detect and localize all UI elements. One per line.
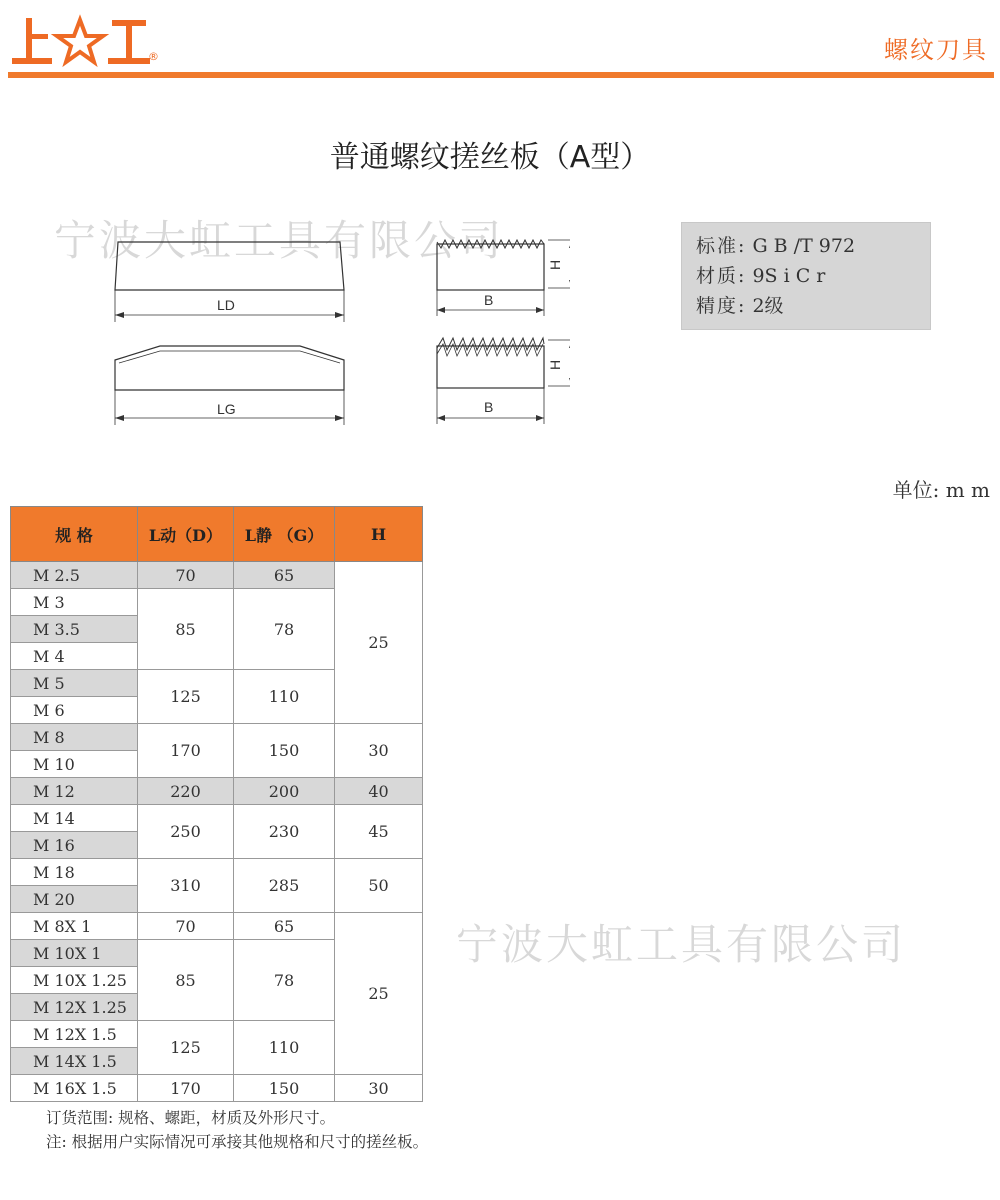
h-cell: 30 — [335, 1075, 423, 1102]
h-cell: 25 — [335, 913, 423, 1075]
ld-cell: 220 — [138, 778, 234, 805]
size-cell: M 5 — [11, 670, 138, 697]
col-header-size: 规 格 — [11, 507, 138, 562]
ld-cell: 70 — [138, 562, 234, 589]
technical-drawing — [100, 220, 570, 440]
lg-cell: 150 — [234, 724, 335, 778]
b-label-top: B — [484, 292, 494, 308]
ld-cell: 70 — [138, 913, 234, 940]
size-cell: M 18 — [11, 859, 138, 886]
lg-cell: 200 — [234, 778, 335, 805]
table-row — [11, 913, 423, 940]
order-notes — [46, 1106, 428, 1154]
lg-cell: 230 — [234, 805, 335, 859]
size-cell: M 3 — [11, 589, 138, 616]
h-cell: 50 — [335, 859, 423, 913]
ld-label: LD — [217, 297, 235, 313]
size-cell: M 2.5 — [11, 562, 138, 589]
ld-cell: 250 — [138, 805, 234, 859]
lg-cell: 78 — [234, 589, 335, 670]
col-header-h: H — [335, 507, 423, 562]
h-label-bottom: H — [547, 359, 563, 370]
size-cell: M 4 — [11, 643, 138, 670]
table-header-row — [11, 507, 423, 562]
size-cell: M 8 — [11, 724, 138, 751]
h-cell: 30 — [335, 724, 423, 778]
spec-material: 材质: 9S i C r — [696, 265, 826, 287]
table-row — [11, 1075, 423, 1102]
lg-cell: 110 — [234, 670, 335, 724]
table-row — [11, 724, 423, 751]
b-label-bottom: B — [484, 399, 494, 415]
size-cell: M 10X 1 — [11, 940, 138, 967]
size-cell: M 3.5 — [11, 616, 138, 643]
ld-cell: 125 — [138, 1021, 234, 1075]
spec-box — [681, 222, 931, 330]
ld-cell: 170 — [138, 1075, 234, 1102]
size-cell: M 20 — [11, 886, 138, 913]
size-cell: M 12X 1.5 — [11, 1021, 138, 1048]
spec-standard: 标准: G B /T 972 — [696, 235, 856, 257]
h-cell: 25 — [335, 562, 423, 724]
lg-cell: 110 — [234, 1021, 335, 1075]
page-title: 普通螺纹搓丝板（A型） — [329, 140, 651, 175]
spec-table — [10, 506, 423, 1102]
table-row — [11, 562, 423, 589]
lg-cell: 285 — [234, 859, 335, 913]
note-line: 注: 根据用户实际情况可承接其他规格和尺寸的搓丝板。 — [46, 1133, 429, 1151]
size-cell: M 12 — [11, 778, 138, 805]
registered-mark: ® — [148, 50, 159, 63]
die-diagrams — [100, 220, 570, 440]
size-cell: M 8X 1 — [11, 913, 138, 940]
table-row — [11, 859, 423, 886]
lg-cell: 65 — [234, 562, 335, 589]
ld-cell: 85 — [138, 589, 234, 670]
h-label-top: H — [547, 259, 563, 270]
col-header-ld: L动（D） — [138, 507, 234, 562]
h-cell: 45 — [335, 805, 423, 859]
header — [0, 0, 1000, 84]
lg-cell: 78 — [234, 940, 335, 1021]
spec-precision: 精度: 2级 — [696, 295, 784, 317]
lg-cell: 150 — [234, 1075, 335, 1102]
watermark: 宁波大虹工具有限公司 — [456, 920, 907, 969]
header-rule — [8, 72, 994, 78]
table-row — [11, 778, 423, 805]
watermark: 宁波大虹工具有限公司 — [54, 216, 505, 265]
size-cell: M 10 — [11, 751, 138, 778]
category-label: 螺纹刀具 — [884, 36, 988, 64]
ld-cell: 170 — [138, 724, 234, 778]
unit-label: 单位: m m — [892, 478, 990, 502]
size-cell: M 10X 1.25 — [11, 967, 138, 994]
logo — [8, 14, 158, 70]
size-cell: M 14X 1.5 — [11, 1048, 138, 1075]
logo-graphic — [8, 14, 158, 70]
size-cell: M 16X 1.5 — [11, 1075, 138, 1102]
ld-cell: 310 — [138, 859, 234, 913]
table-row — [11, 805, 423, 832]
size-cell: M 12X 1.25 — [11, 994, 138, 1021]
col-header-lg: L静 （G） — [234, 507, 335, 562]
size-cell: M 14 — [11, 805, 138, 832]
note-line: 订货范围: 规格、螺距，材质及外形尺寸。 — [46, 1109, 336, 1127]
size-cell: M 16 — [11, 832, 138, 859]
h-cell: 40 — [335, 778, 423, 805]
lg-cell: 65 — [234, 913, 335, 940]
ld-cell: 85 — [138, 940, 234, 1021]
size-cell: M 6 — [11, 697, 138, 724]
lg-label: LG — [217, 401, 236, 417]
ld-cell: 125 — [138, 670, 234, 724]
